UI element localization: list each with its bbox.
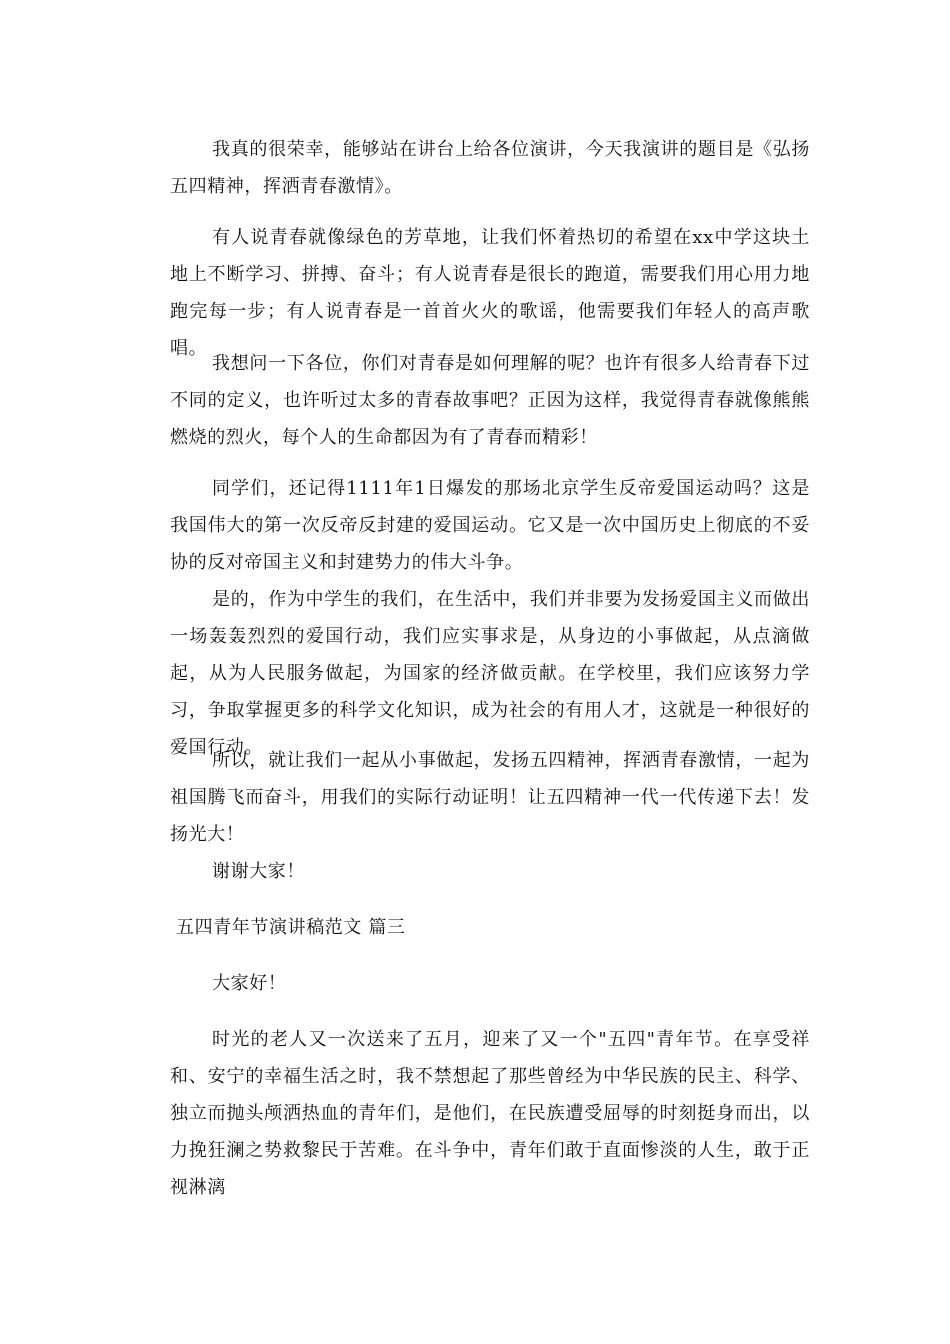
paragraph-3: 我想问一下各位，你们对青春是如何理解的呢？也许有很多人给青春下过不同的定义，也许听过太多的青春故事吧？正因为这样，我觉得青春就像熊熊燃烧的烈火，每个人的生命都因为有了青春而精彩！ <box>170 353 810 448</box>
paragraph-6: 所以，就让我们一起从小事做起，发扬五四精神，挥洒青春激情，一起为祖国腾飞而奋斗，用我们的实际行动证明！让五四精神一代一代传递下去！发扬光大！ <box>170 750 810 845</box>
paragraph-8: 大家好！ <box>212 973 287 994</box>
paragraph-4: 同学们，还记得1111年1日爆发的那场北京学生反帝爱国运动吗？这是我国伟大的第一次反帝反封建的爱国运动。它又是一次中国历史上彻底的不妥协的反对帝国主义和封建势力的伟大斗争。 <box>170 478 810 573</box>
section-title: 五四青年节演讲稿范文 篇三 <box>176 917 406 938</box>
paragraph-1: 我真的很荣幸，能够站在讲台上给各位演讲，今天我演讲的题目是《弘扬五四精神，挥洒青春激情》。 <box>170 139 810 197</box>
paragraph-5: 是的，作为中学生的我们，在生活中，我们并非要为发扬爱国主义而做出一场轰轰烈烈的爱国行动，我们应实事求是，从身边的小事做起，从点滴做起，从为人民服务做起，为国家的经济做贡献。在学校里，我们应该努力学习，争取掌握更多的科学文化知识，成为社会的有用人才，这就是一种很好的爱国行动。 <box>170 589 810 758</box>
paragraph-7: 谢谢大家！ <box>212 861 305 882</box>
paragraph-2: 有人说青春就像绿色的芳草地，让我们怀着热切的希望在xx中学这块土地上不断学习、拼搏、奋斗；有人说青春是很长的跑道，需要我们用心用力地跑完每一步；有人说青春是一首首火火的歌谣，他需要我们年轻人的高声歌唱。 <box>170 227 810 359</box>
paragraph-9: 时光的老人又一次送来了五月，迎来了又一个"五四"青年节。在享受祥和、安宁的幸福生活之时，我不禁想起了那些曾经为中华民族的民主、科学、独立而抛头颅洒热血的青年们，是他们，在民族遭受屈辱的时刻挺身而出，以力挽狂澜之势救黎民于苦难。在斗争中，青年们敢于直面惨淡的人生，敢于正视淋漓 <box>170 1029 810 1198</box>
